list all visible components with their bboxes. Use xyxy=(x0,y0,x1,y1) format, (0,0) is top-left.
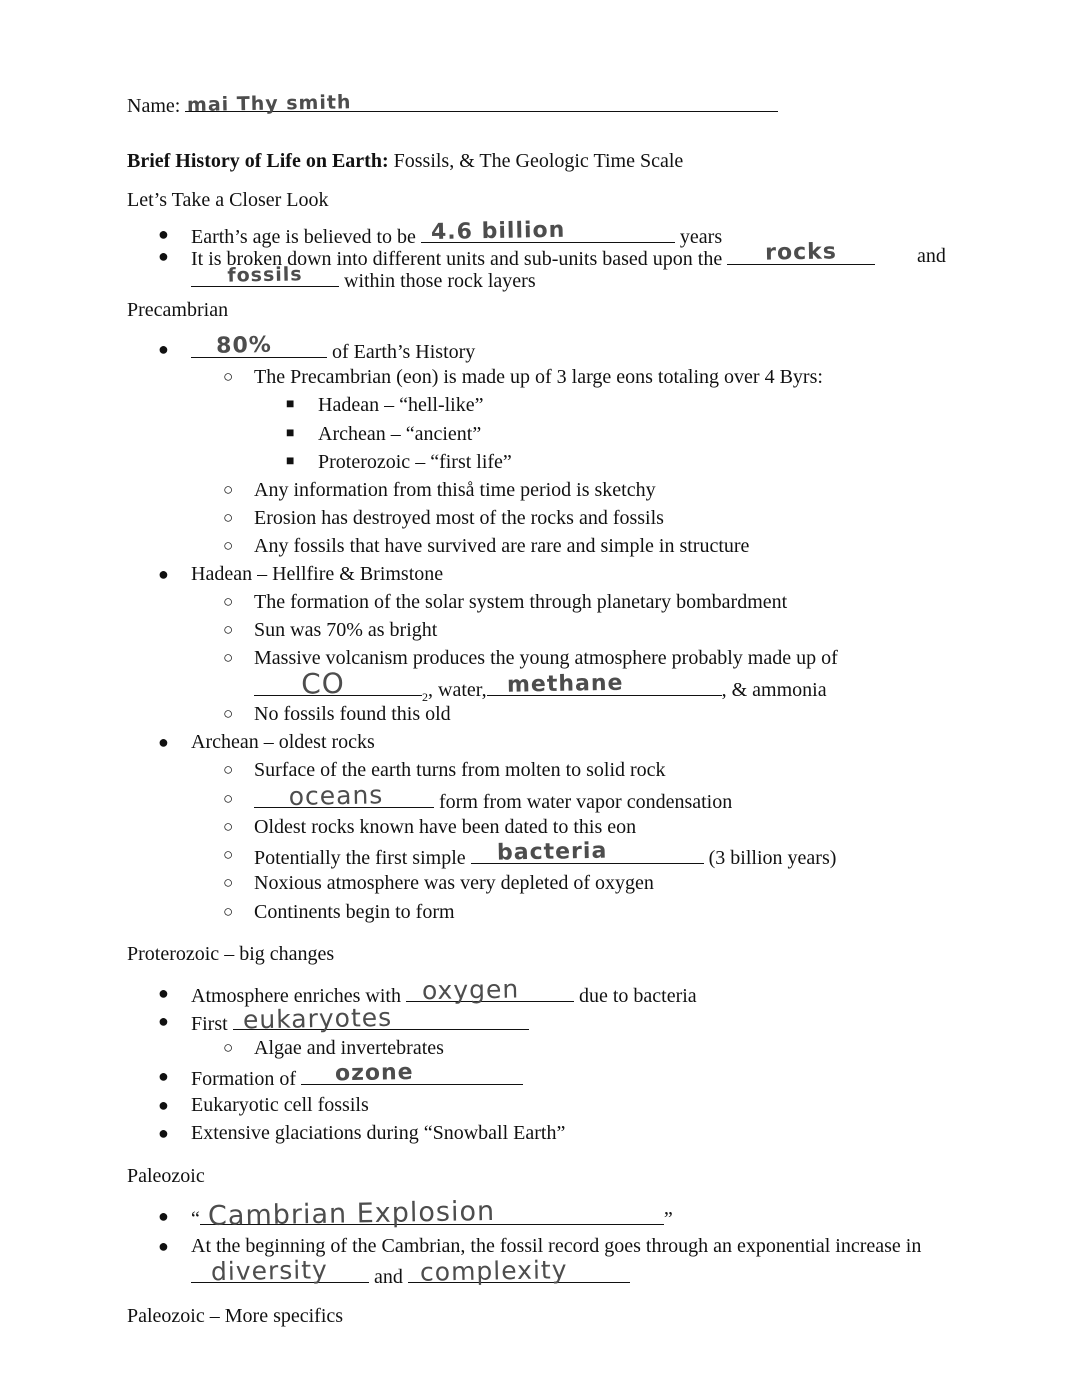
bullet-icon: ● xyxy=(158,339,169,359)
fossils-field[interactable] xyxy=(191,263,339,287)
earth-history-line: 80% of Earth’s History xyxy=(191,337,475,364)
archean-surface-line: Surface of the earth turns from molten to solid rock xyxy=(254,759,666,781)
oceans-answer: oceans xyxy=(288,780,384,811)
eon-hadean: Hadean – “hell-like” xyxy=(318,394,484,416)
section-heading-paleozoic-specifics: Paleozoic – More specifics xyxy=(127,1305,344,1327)
precambrian-fossils-line: Any fossils that have survived are rare and simple in structure xyxy=(254,535,750,557)
oxygen-field[interactable] xyxy=(406,974,574,1006)
algae-line: Algae and invertebrates xyxy=(254,1037,444,1059)
oceans-field[interactable] xyxy=(254,780,434,811)
eukaryotes-answer: eukaryotes xyxy=(242,1002,393,1035)
archean-continents-line: Continents begin to form xyxy=(254,901,455,923)
units-field[interactable] xyxy=(727,239,875,266)
circle-bullet-icon: ○ xyxy=(223,845,234,864)
bullet-icon: ● xyxy=(158,246,169,266)
hadean-volcanism-line: Massive volcanism produces the young atmosphere probably made up of xyxy=(254,647,838,669)
percent-field[interactable] xyxy=(191,332,327,359)
cambrian-line: “ Cambrian Explosion ” xyxy=(191,1195,673,1232)
percent-answer: 80% xyxy=(215,332,273,359)
earth-age-answer: 4.6 billion xyxy=(430,217,566,246)
first-eukaryotes-line: First eukaryotes xyxy=(191,1009,529,1036)
hadean-sun-line: Sun was 70% as bright xyxy=(254,619,438,641)
gas-methane-answer: methane xyxy=(506,670,624,698)
and-word: and xyxy=(917,245,946,267)
ozone-line: Formation of ozone xyxy=(191,1064,523,1091)
fossils-answer: fossils xyxy=(227,263,303,287)
name-field[interactable] xyxy=(185,91,778,117)
circle-bullet-icon: ○ xyxy=(223,648,234,667)
earth-age-line: Earth’s age is believed to be 4.6 billion years xyxy=(191,217,723,248)
subscript-2: 2 xyxy=(422,690,428,704)
archean-bacteria-line: Potentially the first simple bacteria (3 billion years) xyxy=(254,838,837,869)
bullet-icon: ● xyxy=(158,1095,169,1115)
atmosphere-gases-line: CO $_2$, water, methane , & ammonia xyxy=(254,675,827,709)
circle-bullet-icon: ○ xyxy=(223,760,234,779)
bullet-icon: ● xyxy=(158,224,169,244)
ozone-field[interactable] xyxy=(301,1059,523,1087)
circle-bullet-icon: ○ xyxy=(223,873,234,892)
complexity-answer: complexity xyxy=(419,1255,568,1287)
gas-co-answer: CO xyxy=(300,666,346,701)
circle-bullet-icon: ○ xyxy=(223,480,234,499)
diversity-complexity-line: diversity and complexity xyxy=(191,1262,630,1289)
hadean-no-fossils-line: No fossils found this old xyxy=(254,703,451,725)
bacteria-field[interactable] xyxy=(471,838,704,866)
gas-co-field[interactable] xyxy=(254,666,422,701)
section-heading-paleozoic: Paleozoic xyxy=(127,1165,205,1187)
archean-oceans-line: oceans form from water vapor condensation xyxy=(254,787,732,814)
eon-archean: Archean – “ancient” xyxy=(318,423,482,445)
bullet-icon: ● xyxy=(158,1123,169,1143)
bullet-icon: ● xyxy=(158,1236,169,1256)
worksheet-title xyxy=(127,149,683,173)
bullet-icon: ● xyxy=(158,983,169,1003)
precambrian-info-line: Any information from thiså time period is sketchy xyxy=(254,479,656,501)
precambrian-erosion-line: Erosion has destroyed most of the rocks and fossils xyxy=(254,507,664,529)
complexity-field[interactable] xyxy=(408,1255,630,1287)
earth-age-field[interactable] xyxy=(421,217,675,246)
units-answer: rocks xyxy=(765,239,838,266)
bullet-icon: ● xyxy=(158,1011,169,1031)
gas-methane-field[interactable] xyxy=(487,670,722,698)
circle-bullet-icon: ○ xyxy=(223,536,234,555)
eukaryotes-field[interactable] xyxy=(233,1002,529,1035)
circle-bullet-icon: ○ xyxy=(223,902,234,921)
name-line xyxy=(127,91,778,118)
cambrian-answer: Cambrian Explosion xyxy=(207,1195,496,1232)
bullet-icon: ● xyxy=(158,1066,169,1086)
oxygen-line: Atmosphere enriches with oxygen due to bacteria xyxy=(191,974,697,1007)
circle-bullet-icon: ○ xyxy=(223,1038,234,1057)
square-bullet-icon: ■ xyxy=(286,454,295,469)
diversity-answer: diversity xyxy=(210,1255,329,1287)
eukaryotic-fossils-line: Eukaryotic cell fossils xyxy=(191,1094,369,1116)
name-label: Name: xyxy=(127,95,181,117)
hadean-title: Hadean – Hellfire & Brimstone xyxy=(191,563,444,585)
section-heading-closer-look: Let’s Take a Closer Look xyxy=(127,189,329,211)
archean-title: Archean – oldest rocks xyxy=(191,731,375,753)
circle-bullet-icon: ○ xyxy=(223,367,234,386)
title-bold: Brief History of Life on Earth: xyxy=(127,150,389,172)
circle-bullet-icon: ○ xyxy=(223,592,234,611)
ozone-answer: ozone xyxy=(334,1059,414,1087)
archean-atmosphere-line: Noxious atmosphere was very depleted of oxygen xyxy=(254,872,654,894)
units-line: It is broken down into different units and sub-units based upon the rocks xyxy=(191,244,875,271)
precambrian-eons-line: The Precambrian (eon) is made up of 3 large eons totaling over 4 Byrs: xyxy=(254,366,823,388)
circle-bullet-icon: ○ xyxy=(223,817,234,836)
cambrian-field[interactable] xyxy=(200,1195,664,1232)
fossils-line: fossils within those rock layers xyxy=(191,266,536,293)
diversity-field[interactable] xyxy=(191,1255,369,1287)
circle-bullet-icon: ○ xyxy=(223,789,234,808)
cambrian-increase-line: At the beginning of the Cambrian, the fossil record goes through an exponential increase in xyxy=(191,1235,922,1257)
bullet-icon: ● xyxy=(158,732,169,752)
bullet-icon: ● xyxy=(158,1206,169,1226)
square-bullet-icon: ■ xyxy=(286,397,295,412)
name-handwritten: mai Thy smith xyxy=(187,91,352,117)
circle-bullet-icon: ○ xyxy=(223,620,234,639)
eon-proterozoic: Proterozoic – “first life” xyxy=(318,451,512,473)
section-heading-precambrian: Precambrian xyxy=(127,299,229,321)
square-bullet-icon: ■ xyxy=(286,426,295,441)
section-heading-proterozoic: Proterozoic – big changes xyxy=(127,943,335,965)
title-rest: Fossils, & The Geologic Time Scale xyxy=(393,150,684,172)
oxygen-answer: oxygen xyxy=(421,974,520,1006)
archean-oldest-rocks-line: Oldest rocks known have been dated to this eon xyxy=(254,816,637,838)
hadean-formation-line: The formation of the solar system through planetary bombardment xyxy=(254,591,788,613)
bacteria-answer: bacteria xyxy=(496,838,608,866)
circle-bullet-icon: ○ xyxy=(223,508,234,527)
snowball-earth-line: Extensive glaciations during “Snowball Earth” xyxy=(191,1122,566,1144)
bullet-icon: ● xyxy=(158,564,169,584)
circle-bullet-icon: ○ xyxy=(223,704,234,723)
